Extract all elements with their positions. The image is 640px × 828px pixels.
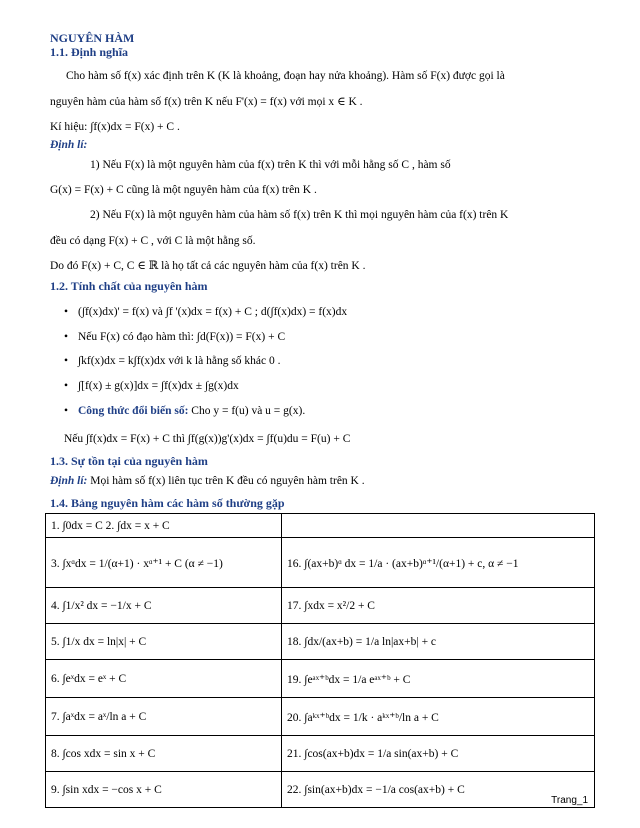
table-cell: 21. ∫cos(ax+b)dx = 1/a sin(ax+b) + C — [282, 736, 595, 772]
antiderivative-table — [45, 513, 595, 808]
theorem-label: Định lí: — [50, 139, 88, 151]
substitution-text: Cho y = f(u) và u = g(x). — [191, 405, 306, 417]
table-cell: 4. ∫1/x² dx = −1/x + C — [46, 588, 282, 624]
section-1-2-title: 1.2. Tính chất của nguyên hàm — [50, 279, 208, 293]
property-1: • (∫f(x)dx)' = f(x) và ∫f '(x)dx = f(x) + C ; d(∫f(x)dx) = f(x)dx — [78, 306, 347, 318]
table-cell: 6. ∫eˣdx = eˣ + C — [46, 660, 282, 698]
table-cell: 7. ∫aˣdx = aˣ/ln a + C — [46, 698, 282, 736]
table-row — [46, 660, 595, 698]
section-1-3-title: 1.3. Sự tồn tại của nguyên hàm — [50, 454, 208, 468]
theorem-conclusion: Do đó F(x) + C, C ∈ ℝ là họ tất cả các nguyên hàm của f(x) trên K . — [50, 260, 366, 272]
theorem-2-line2: đều có dạng F(x) + C , với C là một hằng số. — [50, 235, 256, 247]
table-cell: 22. ∫sin(ax+b)dx = −1/a cos(ax+b) + C — [282, 772, 595, 808]
theorem-1-line2: G(x) = F(x) + C cũng là một nguyên hàm của f(x) trên K . — [50, 184, 317, 196]
substitution-label: Công thức đổi biến số: — [78, 405, 189, 417]
table-cell: 17. ∫xdx = x²/2 + C — [282, 588, 595, 624]
table-cell: 5. ∫1/x dx = ln|x| + C — [46, 624, 282, 660]
definition-paragraph-line2: nguyên hàm của hàm số f(x) trên K nếu F'(x) = f(x) với mọi x ∈ K . — [50, 96, 363, 108]
page-number: Trang_1 — [551, 795, 588, 806]
theorem-2-line1: 2) Nếu F(x) là một nguyên hàm của hàm số f(x) trên K thì mọi nguyên hàm của f(x) trên K — [90, 209, 509, 221]
existence-text: Mọi hàm số f(x) liên tục trên K đều có nguyên hàm trên K . — [90, 475, 365, 487]
notation-line: Kí hiệu: ∫f(x)dx = F(x) + C . — [50, 121, 180, 133]
table-cell: 18. ∫dx/(ax+b) = 1/a ln|ax+b| + c — [282, 624, 595, 660]
definition-paragraph-line1: Cho hàm số f(x) xác định trên K (K là khoảng, đoạn hay nửa khoảng). Hàm số F(x) được gọi là — [66, 70, 505, 82]
table-row — [46, 538, 595, 588]
table-cell: 20. ∫aᵏˣ⁺ᵇdx = 1/k · aᵏˣ⁺ᵇ/ln a + C — [282, 698, 595, 736]
table-row — [46, 736, 595, 772]
table-cell: 8. ∫cos xdx = sin x + C — [46, 736, 282, 772]
property-2: • Nếu F(x) có đạo hàm thì: ∫d(F(x)) = F(x) + C — [78, 331, 285, 343]
property-4: • ∫[f(x) ± g(x)]dx = ∫f(x)dx ± ∫g(x)dx — [78, 380, 239, 392]
existence-label: Định lí: — [50, 475, 88, 487]
table-cell: 16. ∫(ax+b)ᵅ dx = 1/a · (ax+b)ᵅ⁺¹/(α+1) + c, α ≠ −1 — [282, 538, 595, 588]
table-row — [46, 514, 595, 538]
table-row — [46, 772, 595, 808]
table-row — [46, 624, 595, 660]
table-cell — [282, 514, 595, 538]
table-row — [46, 698, 595, 736]
doc-title: NGUYÊN HÀM — [50, 31, 135, 45]
section-1-4-title: 1.4. Bảng nguyên hàm các hàm số thường gặp — [50, 496, 285, 510]
section-1-1-title: 1.1. Định nghĩa — [50, 45, 129, 59]
theorem-1-line1: 1) Nếu F(x) là một nguyên hàm của f(x) trên K thì với mỗi hằng số C , hàm số — [90, 159, 451, 171]
substitution-formula: Nếu ∫f(x)dx = F(x) + C thì ∫f(g(x))g'(x)dx = ∫f(u)du = F(u) + C — [64, 433, 351, 445]
property-5 — [78, 405, 305, 417]
table-cell: 1. ∫0dx = C 2. ∫dx = x + C — [46, 514, 282, 538]
property-3: • ∫kf(x)dx = k∫f(x)dx với k là hằng số khác 0 . — [78, 355, 281, 367]
table-cell: 9. ∫sin xdx = −cos x + C — [46, 772, 282, 808]
table-cell: 3. ∫xᵅdx = 1/(α+1) · xᵅ⁺¹ + C (α ≠ −1) — [46, 538, 282, 588]
table-row — [46, 588, 595, 624]
table-cell: 19. ∫eᵃˣ⁺ᵇdx = 1/a eᵃˣ⁺ᵇ + C — [282, 660, 595, 698]
existence-theorem — [50, 474, 365, 488]
